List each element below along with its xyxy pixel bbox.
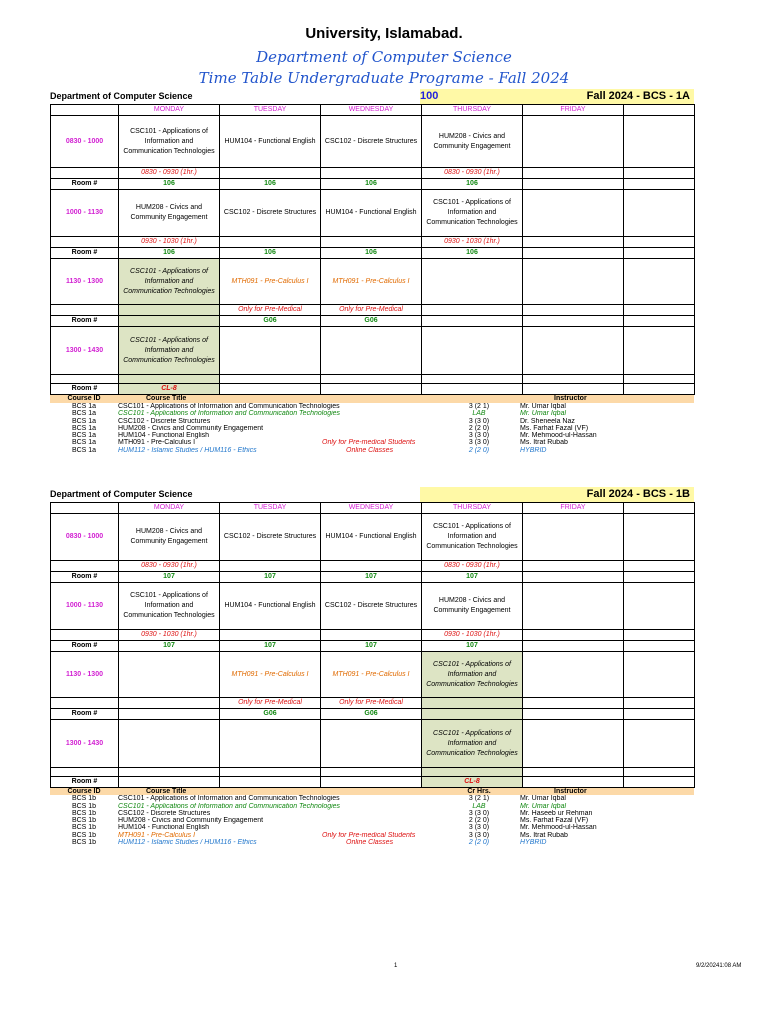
room-cell: 107: [422, 641, 523, 652]
course-id: BCS 1a: [71, 417, 97, 425]
room-cell: 107: [422, 572, 523, 583]
room-cell: 106: [119, 248, 220, 259]
course-title: CSC101 - Applications of Information and Communication Technologies: [118, 795, 340, 803]
room-cell: 106: [321, 248, 422, 259]
room-cell: 106: [119, 179, 220, 190]
course-row: [50, 810, 694, 817]
class-cell: MTH091 - Pre-Calculus I: [321, 652, 422, 698]
class-cell: HUM104 - Functional English: [321, 514, 422, 561]
time-note: 0930 - 1030 (1hr.): [422, 630, 523, 641]
timetable-bcs-1b: [50, 487, 694, 846]
course-id: BCS 1a: [71, 446, 97, 454]
course-id: BCS 1b: [71, 824, 97, 832]
course-title: HUM112 - Islamic Studies / HUM116 - Ethics Online Classes: [118, 839, 394, 847]
day-header: WEDNESDAY: [321, 503, 422, 514]
credit-hours: 3 (3 0): [468, 824, 490, 832]
section-dept-label: Department of Computer Science: [50, 91, 193, 101]
instructor-name: Dr. Sheneela Naz: [520, 417, 575, 425]
class-cell: [523, 116, 624, 168]
instructor-name: Mr. Umar Iqbal: [520, 410, 567, 418]
time-note: 0830 - 0930 (1hr.): [119, 168, 220, 179]
room-label: Room #: [51, 641, 119, 652]
room-cell: 107: [119, 641, 220, 652]
time-slot: 1300 - 1430: [51, 327, 119, 375]
class-cell: CSC101 - Applications of Information and Communication Technologies: [422, 514, 523, 561]
instructor-name: Mr. Umar Iqbal: [520, 802, 567, 810]
empty-cell: [624, 105, 695, 116]
day-header: THURSDAY: [422, 105, 523, 116]
empty-cell: [624, 503, 695, 514]
day-header: TUESDAY: [220, 105, 321, 116]
instructor-name: Ms. Farhat Fazal (VF): [520, 424, 589, 432]
instructor-name: Ms. Farhat Fazal (VF): [520, 817, 589, 825]
course-title: HUM208 - Civics and Community Engagement: [118, 424, 264, 432]
course-note: Online Classes: [346, 446, 394, 454]
class-cell: MTH091 - Pre-Calculus I: [220, 259, 321, 305]
room-cell: 107: [321, 641, 422, 652]
class-cell: MTH091 - Pre-Calculus I: [321, 259, 422, 305]
time-slot: 1130 - 1300: [51, 652, 119, 698]
class-note: Only for Pre-Medical: [220, 698, 321, 709]
day-header: WEDNESDAY: [321, 105, 422, 116]
day-header: THURSDAY: [422, 503, 523, 514]
credit-hours: 3 (3 0): [468, 439, 490, 447]
room-cell: 106: [321, 179, 422, 190]
room-cell: G06: [220, 709, 321, 720]
course-row: [50, 832, 694, 839]
credit-hours: LAB: [472, 802, 486, 810]
class-cell: CSC102 - Discrete Structures: [321, 116, 422, 168]
course-title: CSC102 - Discrete Structures: [118, 417, 211, 425]
credit-hours: 3 (2 1): [468, 795, 490, 803]
day-header: TUESDAY: [220, 503, 321, 514]
course-id: BCS 1a: [71, 403, 97, 410]
credit-hours: 3 (3 0): [468, 417, 490, 425]
corner-cell: [51, 503, 119, 514]
section-title: Fall 2024 - BCS - 1B: [420, 487, 694, 502]
credit-hours: 3 (3 0): [468, 432, 490, 440]
course-row: [50, 447, 694, 454]
schedule-grid: [50, 104, 695, 395]
time-note: 0830 - 0930 (1hr.): [422, 168, 523, 179]
course-note: Only for Pre-medical Students: [322, 439, 416, 447]
time-slot: 1300 - 1430: [51, 720, 119, 768]
instructor-name: Mr. Umar Iqbal: [520, 795, 566, 803]
room-label: Room #: [51, 384, 119, 395]
course-row: [50, 418, 694, 425]
room-label: Room #: [51, 316, 119, 327]
course-id: BCS 1b: [71, 802, 97, 810]
timetable-bcs-1a: [50, 89, 694, 454]
time-slot: 1000 - 1130: [51, 190, 119, 237]
course-title: CSC101 - Applications of Information and Communication Technologies: [118, 403, 340, 410]
class-cell: HUM208 - Civics and Community Engagement: [119, 514, 220, 561]
section-dept-label: Department of Computer Science: [50, 489, 193, 499]
credit-hours: LAB: [472, 410, 486, 418]
time-note: 0930 - 1030 (1hr.): [119, 237, 220, 248]
course-id-header: Course ID: [50, 788, 118, 795]
room-cell: G06: [321, 709, 422, 720]
instructor-header: Instructor: [520, 788, 694, 795]
instructor-header: Instructor: [520, 395, 694, 403]
room-label: Room #: [51, 179, 119, 190]
room-cell: 106: [220, 179, 321, 190]
class-cell: CSC101 - Applications of Information and Communication Technologies: [119, 116, 220, 168]
room-cell: 106: [422, 179, 523, 190]
room-cell: CL-8: [422, 777, 523, 788]
course-row: [50, 425, 694, 432]
room-cell: 106: [220, 248, 321, 259]
course-title: HUM208 - Civics and Community Engagement: [118, 817, 264, 825]
course-row: [50, 839, 694, 846]
university-title: University, Islamabad.: [305, 25, 463, 42]
course-title: HUM104 - Functional English: [118, 824, 210, 832]
course-title: MTH091 - Pre-Calculus I Only for Pre-medical Students: [118, 439, 416, 447]
room-cell: 107: [220, 572, 321, 583]
credit-hours: 2 (2 0): [468, 424, 490, 432]
credit-hours: 2 (2 0): [468, 817, 490, 825]
course-title-header: Course Title: [118, 788, 438, 795]
credit-hours: 2 (2 0): [468, 446, 490, 454]
department-title: Department of Computer Science: [256, 48, 512, 66]
day-header: FRIDAY: [523, 105, 624, 116]
course-id: BCS 1a: [71, 432, 97, 440]
credit-hours: 3 (3 0): [468, 831, 490, 839]
class-cell: HUM104 - Functional English: [220, 116, 321, 168]
class-cell: HUM104 - Functional English: [321, 190, 422, 237]
instructor-name: Ms. Itrat Rubab: [520, 439, 568, 447]
room-cell: 107: [119, 572, 220, 583]
class-cell: HUM208 - Civics and Community Engagement: [119, 190, 220, 237]
credit-hours: 2 (2 0): [468, 839, 490, 847]
class-cell: CSC102 - Discrete Structures: [220, 190, 321, 237]
day-header: MONDAY: [119, 503, 220, 514]
course-id: BCS 1b: [71, 817, 97, 825]
class-cell: CSC102 - Discrete Structures: [220, 514, 321, 561]
instructor-name: Mr. Umar Iqbal: [520, 403, 566, 410]
course-id: BCS 1a: [71, 410, 97, 418]
instructor-name: Mr. Mehmood-ul-Hassan: [520, 824, 597, 832]
class-cell: CSC102 - Discrete Structures: [321, 583, 422, 630]
course-title: MTH091 - Pre-Calculus I Only for Pre-medical Students: [118, 831, 416, 839]
lab-cell: CSC101 - Applications of Information and Communication Technologies: [422, 652, 523, 698]
course-title: CSC101 - Applications of Information and Communication Technologies: [118, 802, 341, 810]
room-cell: G06: [321, 316, 422, 327]
time-slot: 0830 - 1000: [51, 116, 119, 168]
day-header: MONDAY: [119, 105, 220, 116]
room-cell: 106: [422, 248, 523, 259]
course-row: [50, 432, 694, 439]
lab-cell: CSC101 - Applications of Information and Communication Technologies: [422, 720, 523, 768]
course-note: Only for Pre-medical Students: [322, 831, 416, 839]
instructor-name: Ms. Itrat Rubab: [520, 831, 568, 839]
course-id: BCS 1b: [71, 795, 97, 803]
course-row: [50, 410, 694, 417]
instructor-name: HYBRID: [520, 446, 547, 454]
instructor-name: Mr. Mehmood-ul-Hassan: [520, 432, 597, 440]
course-title: CSC101 - Applications of Information and Communication Technologies: [118, 410, 341, 418]
room-label: Room #: [51, 709, 119, 720]
time-slot: 0830 - 1000: [51, 514, 119, 561]
room-label: Room #: [51, 777, 119, 788]
day-header: FRIDAY: [523, 503, 624, 514]
course-row: [50, 803, 694, 810]
course-title-header: Course Title: [118, 395, 438, 403]
credit-hours: 3 (2 1): [468, 403, 490, 410]
class-cell: HUM104 - Functional English: [220, 583, 321, 630]
lab-cell: CSC101 - Applications of Information and Communication Technologies: [119, 327, 220, 375]
class-note: Only for Pre-Medical: [321, 305, 422, 316]
room-cell: G06: [220, 316, 321, 327]
class-cell: CSC101 - Applications of Information and Communication Technologies: [119, 583, 220, 630]
time-slot: 1130 - 1300: [51, 259, 119, 305]
room-label: Room #: [51, 248, 119, 259]
class-cell: HUM208 - Civics and Community Engagement: [422, 583, 523, 630]
class-note: Only for Pre-Medical: [321, 698, 422, 709]
time-note: 0930 - 1030 (1hr.): [422, 237, 523, 248]
course-id: BCS 1b: [71, 831, 97, 839]
room-number-header: 100: [420, 90, 439, 102]
section-title: Fall 2024 - BCS - 1A: [420, 89, 694, 104]
time-note: 0930 - 1030 (1hr.): [119, 630, 220, 641]
course-list: [50, 395, 694, 454]
course-list: [50, 788, 694, 846]
lab-cell: CSC101 - Applications of Information and Communication Technologies: [119, 259, 220, 305]
instructor-name: Mr. Haseeb ur Rehman: [520, 809, 593, 817]
course-id: BCS 1b: [71, 809, 97, 817]
course-title: HUM104 - Functional English: [118, 432, 210, 440]
time-note: 0830 - 0930 (1hr.): [422, 561, 523, 572]
print-timestamp: 9/2/20241:08 AM: [696, 963, 742, 969]
instructor-name: HYBRID: [520, 839, 547, 847]
room-cell: CL-8: [119, 384, 220, 395]
room-cell: 107: [321, 572, 422, 583]
course-title: CSC102 - Discrete Structures: [118, 809, 211, 817]
room-cell: 107: [220, 641, 321, 652]
course-row: [50, 403, 694, 410]
course-row: [50, 817, 694, 824]
course-id: BCS 1b: [71, 839, 97, 847]
corner-cell: [51, 105, 119, 116]
timetable-title: Time Table Undergraduate Programe - Fall 2024: [198, 69, 570, 87]
room-label: Room #: [51, 572, 119, 583]
class-cell: CSC101 - Applications of Information and Communication Technologies: [422, 190, 523, 237]
time-slot: 1000 - 1130: [51, 583, 119, 630]
class-note: Only for Pre-Medical: [220, 305, 321, 316]
class-cell: HUM208 - Civics and Community Engagement: [422, 116, 523, 168]
course-row: [50, 824, 694, 831]
course-row: [50, 795, 694, 802]
course-row: [50, 439, 694, 446]
course-title: HUM112 - Islamic Studies / HUM116 - Ethics Online Classes: [118, 446, 394, 454]
course-id: BCS 1a: [71, 439, 97, 447]
time-note: 0830 - 0930 (1hr.): [119, 561, 220, 572]
schedule-grid: [50, 502, 695, 788]
empty-cell: [624, 116, 695, 168]
cr-hrs-header: Cr Hrs.: [438, 788, 520, 795]
course-id: BCS 1a: [71, 424, 97, 432]
credit-hours: 3 (3 0): [468, 809, 490, 817]
page-number: 1: [394, 963, 398, 969]
course-note: Online Classes: [346, 839, 394, 847]
course-id-header: Course ID: [50, 395, 118, 403]
class-cell: MTH091 - Pre-Calculus I: [220, 652, 321, 698]
